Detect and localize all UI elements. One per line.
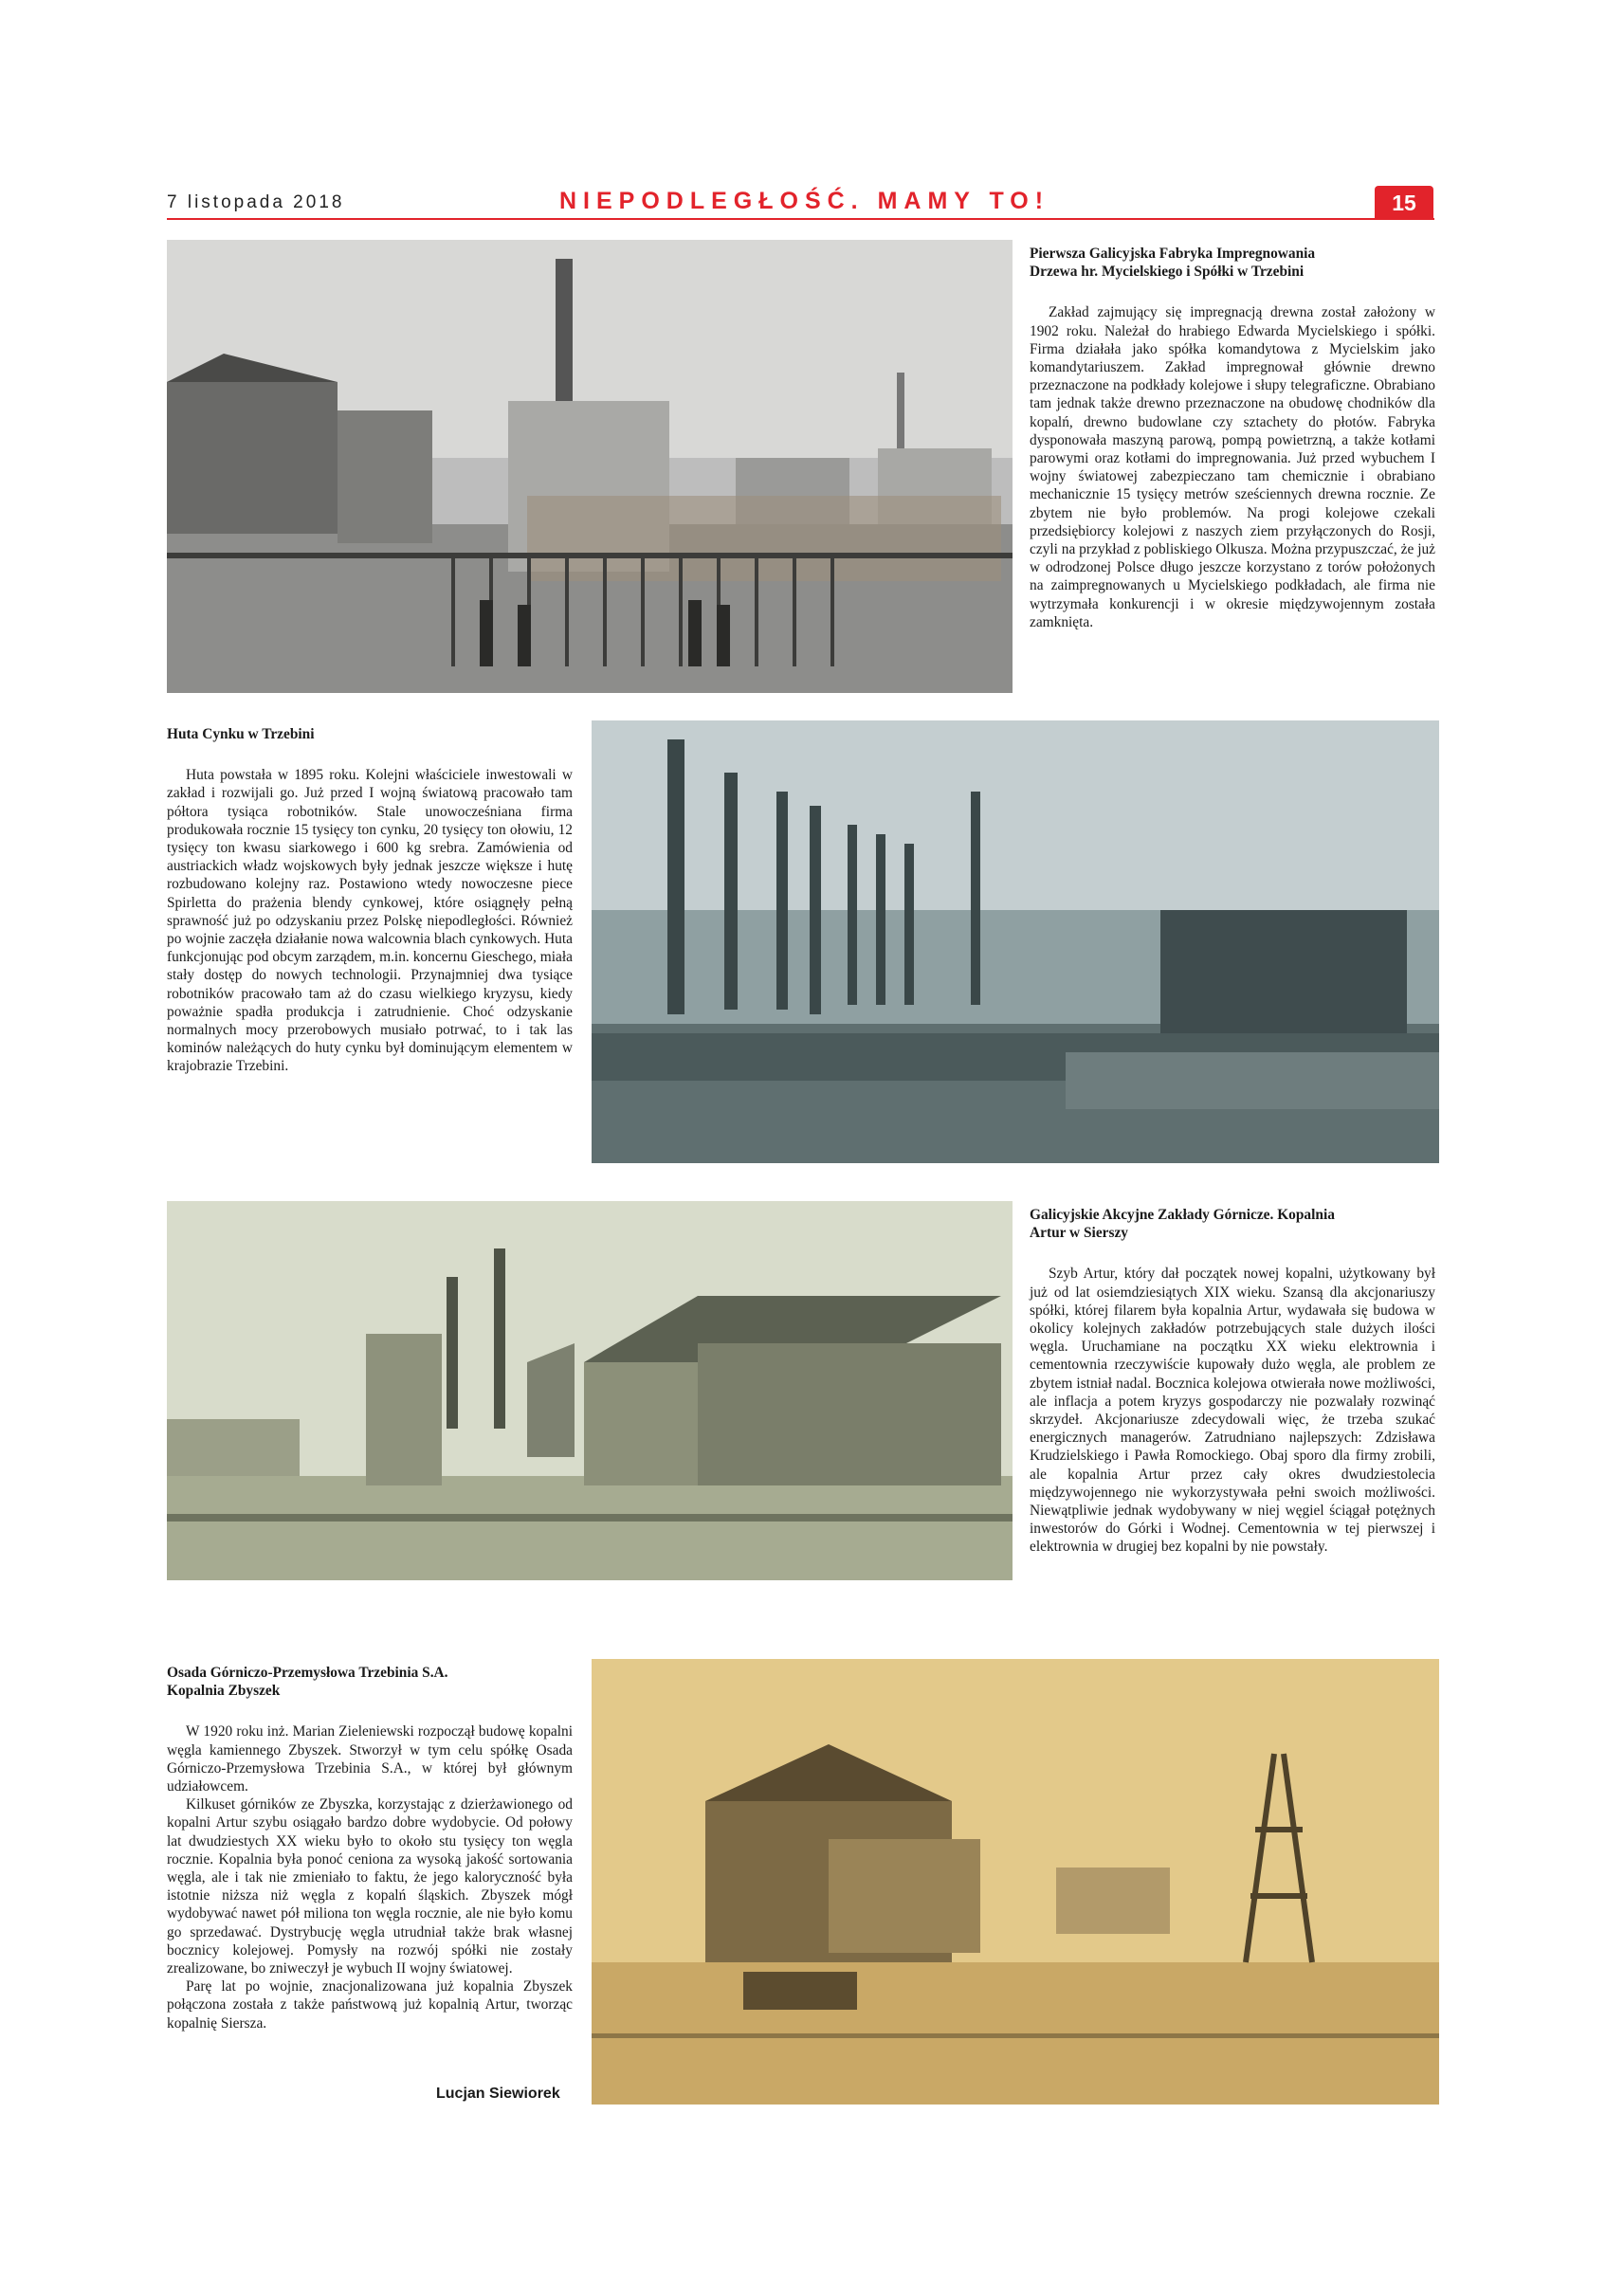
article-heading <box>1030 245 1435 281</box>
article-paragraph: W 1920 roku inż. Marian Zieleniewski rozpoczął budowę kopalni węgla kamiennego Zbyszek. Stworzył w tym celu spółkę Osada Górniczo-Przemysłowa Trzebinia S.A., w której był głównym udziałowcem. <box>167 1723 573 1795</box>
page-number: 15 <box>1375 186 1433 220</box>
article-paragraph: Szyb Artur, który dał początek nowej kopalni, użytkowany był już od lat osiemdziesiątych XIX wieku. Szansą dla akcjonariuszy spółki, której filarem była kopalnia Artur, wydawała się budowa w okolicy kolejnych zakładów potrzebujących stale dużych ilości węgla. Uruchamiane na początku XX wieku elektrownia i cementownia rzeczywiście kupowały dużo węgla, ale problem ze zbytem istniał nadal. Bocznica kolejowa otwierała nowe możliwości, ale inflacja a potem kryzys gospodarczy nie pozwalały rozwinąć skrzydeł. Akcjonariusze zdecydowali więc, że trzeba szukać energicznych managerów. Zatrudniano najlepszych: Zdzisława Krudzielskiego i Pawła Romockiego. Obaj sporo dla firmy zrobili, ale kopalnia Artur przez cały okres dwudziestolecia międzywojennego nie wykorzystywała pełni swoich możliwości. Niewątpliwie jednak wydobywany w niej węgiel ściągał potężnych inwestorów do Górki i Wodnej. Cementownia w tej pierwszej i elektrownia w drugiej bez kopalni by nie powstały. <box>1030 1266 1435 1556</box>
article-paragraph: Parę lat po wojnie, znacjonalizowana już kopalnia Zbyszek połączona została z także państwową już kopalnią Artur, tworząc kopalnię Siersza. <box>167 1978 573 2032</box>
section-title: NIEPODLEGŁOŚĆ. MAMY TO! <box>559 188 1050 214</box>
article-artur-mine <box>1030 1206 1435 1557</box>
header-rule <box>167 218 1434 220</box>
article-paragraph: Huta powstała w 1895 roku. Kolejni właściciele inwestowali w zakład i rozwijali go. Już przed I wojną światową pracowało tam półtora tysiąca robotników. Stale unowocześniana firma produkowała rocznie 15 tysięcy ton cynku, 20 tysięcy ton ołowiu, 12 tysięcy ton kwasu siarkowego i 600 kg srebra. Zamówienia od austriackich władz wojskowych były jednak jeszcze większe i hutę rozbudowano kolejny raz. Postawiono wtedy nowoczesne piece Spirletta do prażenia blendy cynkowej, które osiągnęły pełną sprawność już po odzyskaniu przez Polskę niepodległości. Również po wojnie zaczęła działanie nowa walcownia blach cynkowych. Huta funkcjonując pod obcym zarządem, m.in. koncernu Gieschego, miała stały dostęp do nowych technologii. Przynajmniej dwa tysiące robotników pracowało tam aż do czasu wielkiego kryzysu, kiedy poważnie spadła produkcja i zatrudnienie. Choć odzyskanie normalnych mocy przerobowych musiało potrwać, to i tak las kominów należących do huty cynku był dominującym elementem w krajobrazie Trzebini. <box>167 767 573 1075</box>
photo-artur-mine <box>167 1201 1013 1580</box>
heading-line: Pierwsza Galicyjska Fabryka Impregnowania <box>1030 246 1316 262</box>
article-paragraph: Kilkuset górników ze Zbyszka, korzystając z dzierżawionego od kopalni Artur szybu osiągało bardzo dobre wydobycie. Od połowy lat dwudziestych XX wieku było to około stu tysięcy ton węgla rocznie. Kopalnia była ponoć ceniona za wysoką jakość sortowania węgla, ale i tak nie zmieniało to faktu, że jego kaloryczność była istotnie niższa niż węgla z kopalń śląskich. Zbyszek mógł wydobywać nawet pół miliona ton węgla rocznie, ale nie było komu go sprzedawać. Dystrybucję węgla utrudniał także brak własnej bocznicy kolejowej. Pomysły na rozwój spółki nie zostały zrealizowane, bo zniweczył je wybuch II wojny światowej. <box>167 1796 573 1977</box>
article-zinc-smelter <box>167 725 573 1076</box>
photo-zbyszek-mine <box>592 1659 1439 2105</box>
heading-line: Galicyjskie Akcyjne Zakłady Górnicze. Kopalnia <box>1030 1207 1335 1223</box>
photo-impregnation-factory <box>167 240 1013 693</box>
issue-date: 7 listopada 2018 <box>167 192 345 212</box>
article-heading <box>1030 1206 1435 1242</box>
photo-zinc-smelter <box>592 720 1439 1163</box>
author-signature: Lucjan Siewiorek <box>436 2086 560 2102</box>
article-paragraph: Zakład zajmujący się impregnacją drewna został założony w 1902 roku. Należał do hrabiego Edwarda Mycielskiego i spółki. Firma działała jako spółka komandytowa z Mycielskim jako komandytariuszem. Zakład impregnował głównie drewno przeznaczone na podkłady kolejowe i słupy telegraficzne. Obrabiano tam jednak także drewno przeznaczone na obudowę chodników dla kopalń, drewno budowlane czy sztachety do płotów. Fabryka dysponowała maszyną parową, pompą powietrzną, a także kotłami parowymi oraz kotłami do impregnowania. Już przed wybuchem I wojny światowej zabezpieczano tam chemicznie i obrabiano mechanicznie 15 tysięcy metrów sześciennych drewna rocznie. Ze zbytem nie było problemów. Na progi kolejowe czekali przedsiębiorcy kolejowi z naszych ziem przyłączonych do Rosji, czyli na przykład z pobliskiego Olkusza. Można przypuszczać, że już w odrodzonej Polsce długo jeszcze korzystano z torów położonych na zaimpregnowanych u Mycielskiego podkładach, ale firma nie wytrzymała konkurencji i w okresie międzywojennym została zamknięta. <box>1030 304 1435 630</box>
article-zbyszek-mine <box>167 1664 573 2032</box>
article-heading <box>167 1664 573 1700</box>
article-heading: Huta Cynku w Trzebini <box>167 726 315 742</box>
article-impregnation-factory <box>1030 245 1435 631</box>
heading-line: Artur w Sierszy <box>1030 1225 1129 1242</box>
heading-line: Kopalnia Zbyszek <box>167 1683 281 1700</box>
heading-line: Drzewa hr. Mycielskiego i Spółki w Trzebini <box>1030 264 1305 281</box>
heading-line: Osada Górniczo-Przemysłowa Trzebinia S.A. <box>167 1665 448 1681</box>
